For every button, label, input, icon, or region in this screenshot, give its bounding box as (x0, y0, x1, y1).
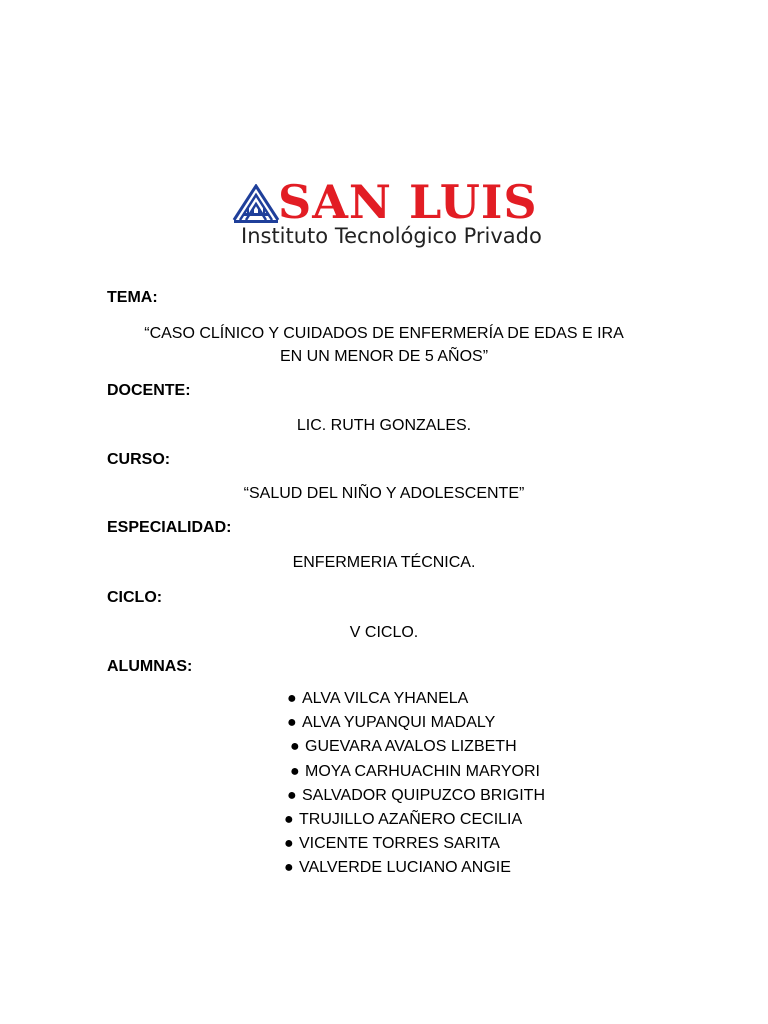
docente-label: DOCENTE: (107, 382, 191, 399)
list-item: ● TRUJILLO AZAÑERO CECILIA (270, 808, 570, 832)
bullet-icon: ● (284, 835, 294, 853)
curso-label: CURSO: (107, 451, 171, 468)
bullet-icon: ● (287, 786, 297, 804)
list-item: ● ALVA VILCA YHANELA (270, 687, 570, 711)
list-item: ● SALVADOR QUIPUZCO BRIGITH (270, 784, 570, 808)
docente-value: LIC. RUTH GONZALES. (296, 417, 472, 434)
tema-label: TEMA: (107, 289, 158, 306)
institute-logo (232, 175, 562, 254)
list-item: ● VICENTE TORRES SARITA (270, 832, 570, 856)
ciclo-value: V CICLO. (349, 624, 419, 641)
list-item: ● MOYA CARHUACHIN MARYORI (270, 760, 570, 784)
tema-value-line2: EN UN MENOR DE 5 AÑOS” (279, 348, 489, 365)
bullet-icon: ● (284, 859, 294, 877)
bullet-icon: ● (290, 738, 300, 756)
pyramid-logo-icon (232, 184, 280, 224)
list-item: ● VALVERDE LUCIANO ANGIE (270, 856, 570, 880)
alumnas-list (270, 687, 570, 881)
tema-value-line1: “CASO CLÍNICO Y CUIDADOS DE ENFERMERÍA DE EDAS E IRA (144, 325, 624, 342)
especialidad-label: ESPECIALIDAD: (107, 519, 232, 536)
bullet-icon: ● (290, 762, 300, 780)
logo-subtitle: Instituto Tecnológico Privado (241, 224, 542, 248)
bullet-icon: ● (284, 811, 294, 829)
especialidad-value: ENFERMERIA TÉCNICA. (292, 554, 476, 571)
alumnas-label: ALUMNAS: (107, 658, 193, 675)
bullet-icon: ● (287, 714, 297, 732)
curso-value: “SALUD DEL NIÑO Y ADOLESCENTE” (243, 485, 525, 502)
list-item: ● GUEVARA AVALOS LIZBETH (270, 735, 570, 759)
logo-name: SAN LUIS (278, 175, 538, 229)
ciclo-label: CICLO: (107, 589, 163, 606)
list-item: ● ALVA YUPANQUI MADALY (270, 711, 570, 735)
bullet-icon: ● (287, 690, 297, 707)
